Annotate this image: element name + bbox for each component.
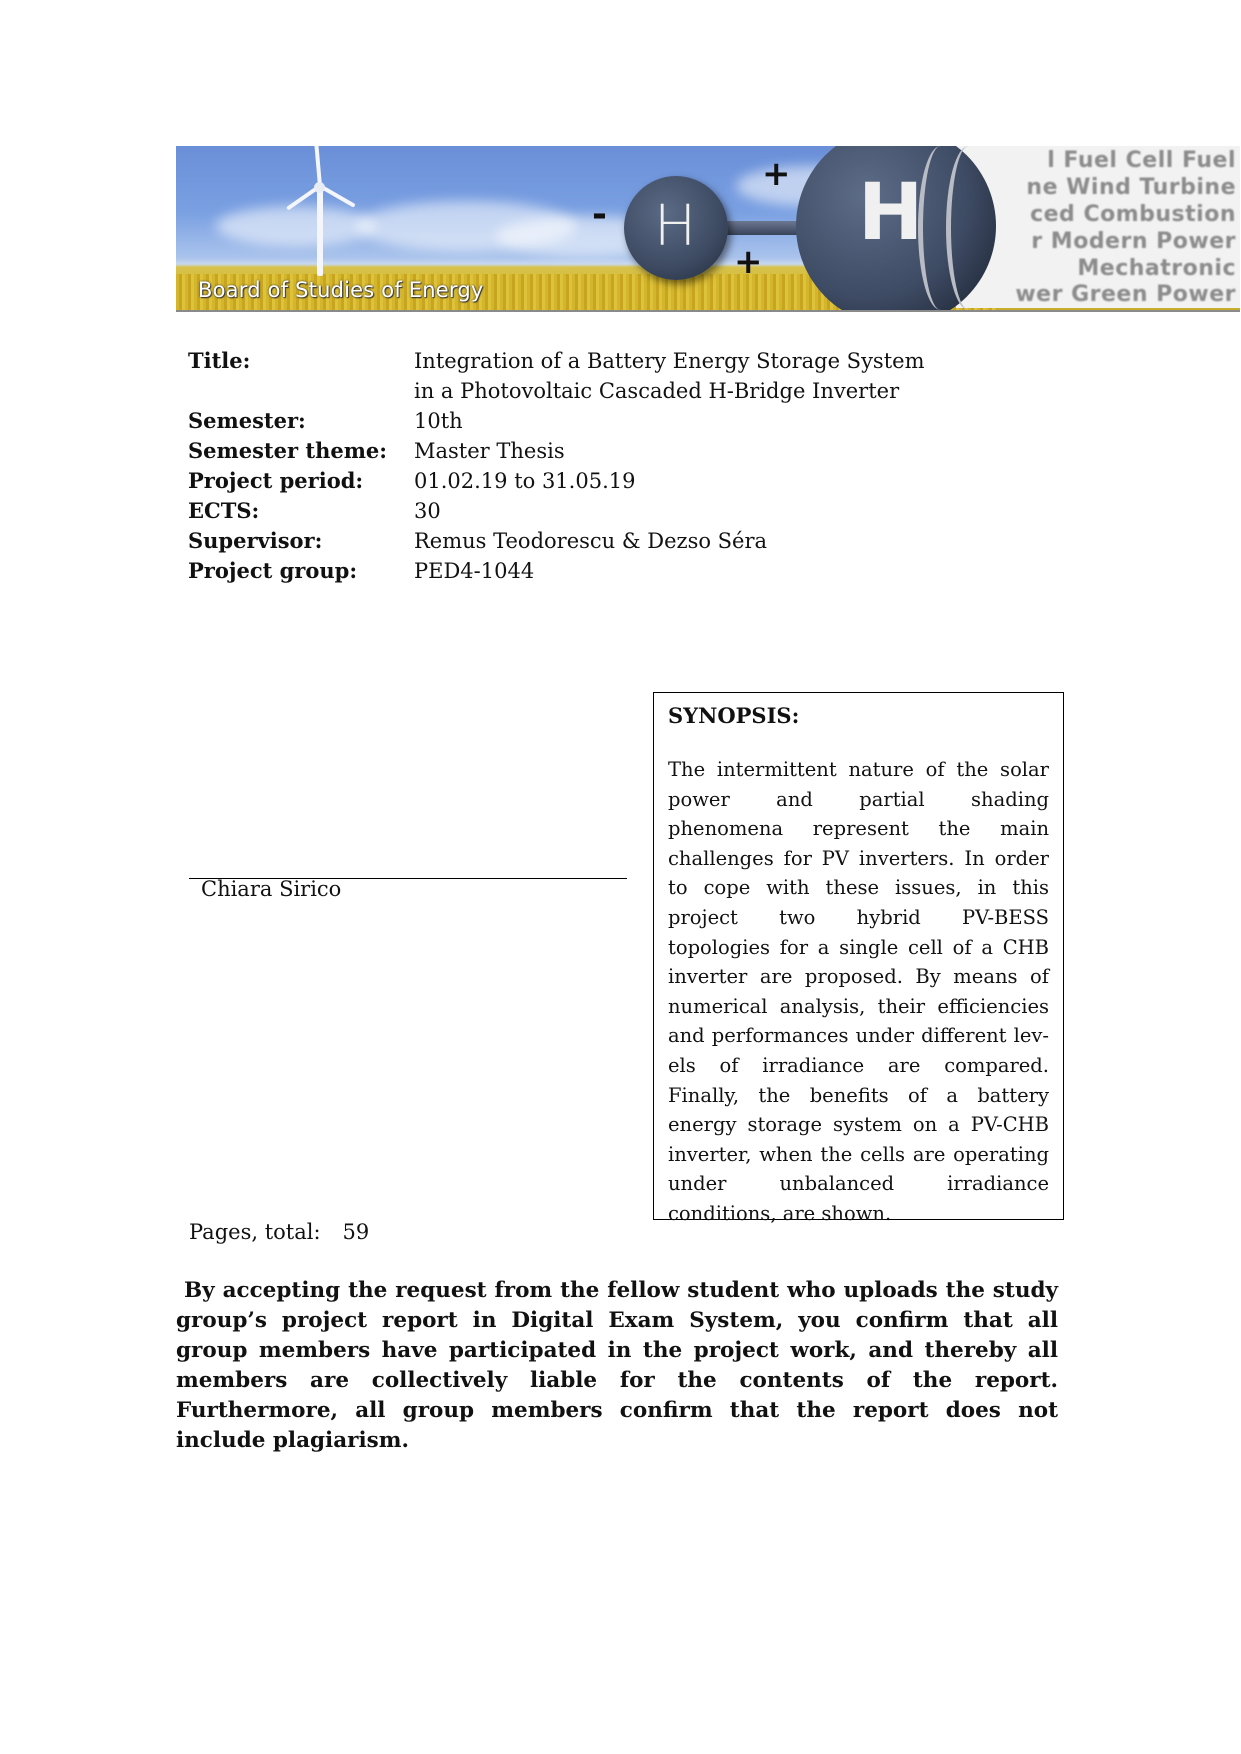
author-name: Chiara Sirico	[201, 877, 342, 901]
info-label: Project period:	[188, 468, 364, 493]
info-value-title	[414, 346, 974, 406]
info-label: ECTS:	[188, 498, 260, 523]
page-count-label: Pages, total:	[189, 1220, 321, 1244]
info-value: 10th	[414, 409, 463, 433]
info-row-semester-theme	[188, 436, 974, 466]
turbine-blade	[314, 146, 322, 186]
info-label: Project group:	[188, 558, 358, 583]
page-count-value: 59	[342, 1220, 370, 1244]
info-row-title	[188, 346, 974, 406]
info-value: PED4-1044	[414, 559, 535, 583]
info-value: 01.02.19 to 31.05.19	[414, 469, 636, 493]
hydrogen-atom-icon	[624, 176, 728, 280]
keyword-line: wer Green Power	[1015, 282, 1236, 307]
info-label: Supervisor:	[188, 528, 323, 553]
keyword-panel	[956, 146, 1240, 308]
wave-stroke	[946, 146, 991, 310]
synopsis-text: The intermittent nature of the solar power and partial shading phenomena represent the main challenges for PV inverters. In order to cope with these issues, in this project two hybrid PV-BESS topologies for a single cell of a CHB inverter are proposed. By means of numerical analysis, their efficiencies and performances under different levels of irradiance are compared. Finally, the benefits of a battery energy storage system on a PV-CHB inverter, when the cells are operating under unbalanced irradiance conditions, are shown.	[668, 758, 1049, 1225]
info-value: Remus Teodorescu & Dezso Séra	[414, 529, 768, 553]
minus-charge-icon: -	[592, 194, 607, 235]
info-row-project-group	[188, 556, 974, 586]
keyword-line: ced Combustion	[1030, 202, 1236, 227]
title-line-2: in a Photovoltaic Cascaded H-Bridge Inverter	[414, 379, 900, 403]
info-value: 30	[414, 499, 441, 523]
info-row-supervisor	[188, 526, 974, 556]
group-liability-declaration: By accepting the request from the fellow student who uploads the study group’s project report in Digital Exam System, you confirm that all group members have participated in the project work, and thereby all members are collectively liable for the contents of the report. Furthermore, all group members confirm that the report does not include plagiarism.	[176, 1278, 1058, 1453]
wind-turbine-icon	[317, 188, 323, 276]
keyword-line: ne Wind Turbine	[1026, 175, 1236, 200]
cloud	[216, 206, 376, 246]
info-value: Master Thesis	[414, 439, 565, 463]
info-row-project-period	[188, 466, 974, 496]
info-row-ects	[188, 496, 974, 526]
keyword-line: r Modern Power	[1031, 229, 1236, 254]
title-line-1: Integration of a Battery Energy Storage System	[414, 349, 925, 373]
info-label: Title:	[188, 348, 251, 373]
keyword-line: Mechatronic	[1077, 256, 1236, 281]
info-label: Semester theme:	[188, 438, 388, 463]
info-row-semester	[188, 406, 974, 436]
project-info-table	[188, 346, 974, 586]
plus-charge-icon: +	[734, 242, 763, 282]
header-banner	[176, 146, 1240, 312]
atom-label: H	[858, 168, 924, 258]
plus-charge-icon: +	[762, 154, 791, 194]
atom-label: H	[654, 194, 697, 259]
banner-caption: Board of Studies of Energy	[198, 278, 484, 302]
page-count	[189, 1217, 369, 1247]
info-label: Semester:	[188, 408, 306, 433]
synopsis-box	[653, 692, 1064, 1225]
synopsis-heading: SYNOPSIS:	[668, 703, 800, 728]
keyword-line: l Fuel Cell Fuel	[1047, 148, 1236, 173]
turbine-hub	[314, 182, 325, 193]
